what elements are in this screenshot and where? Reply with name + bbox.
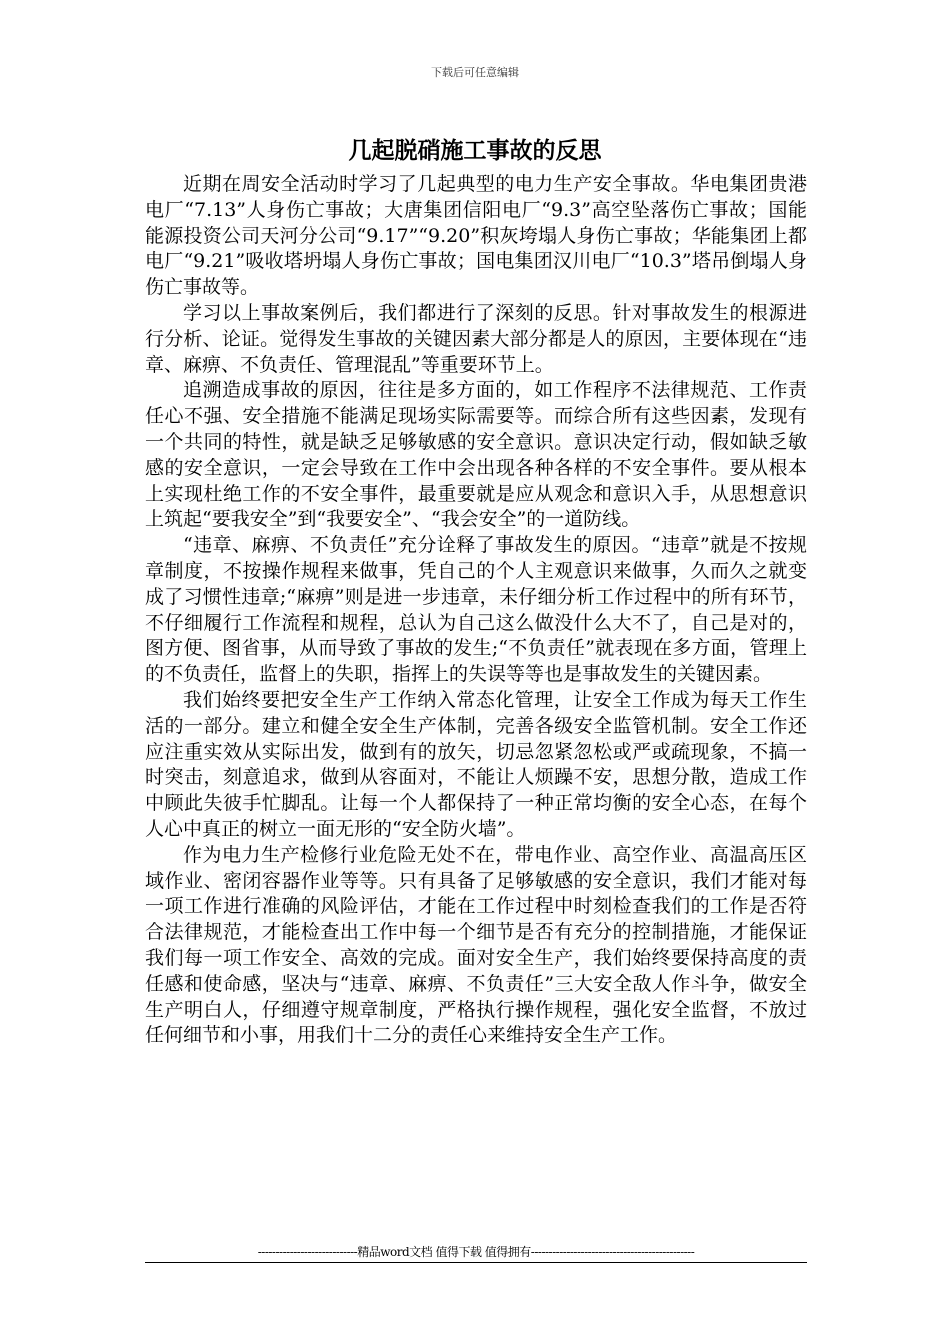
paragraph-2: 学习以上事故案例后，我们都进行了深刻的反思。针对事故发生的根源进行分析、论证。觉得发生事故的关键因素大部分都是人的原因，主要体现在“违章、麻痹、不负责任、管理混乱”等重要环节上。 [145,301,807,376]
paragraph-5: 我们始终要把安全生产工作纳入常态化管理，让安全工作成为每天工作生活的一部分。建立和健全安全生产体制，完善各级安全监管机制。安全工作还应注重实效从实际出发，做到有的放矢，切忌忽紧忽松或严或疏现象，不搞一时突击，刻意追求，做到从容面对，不能让人烦躁不安，思想分散，造成工作中顾此失彼手忙脚乱。让每一个人都保持了一种正常均衡的安全心态，在每个人心中真正的树立一面无形的“安全防火墙”。 [145,688,807,840]
footer-note: ----------------------------精品word文档 值得下载 值得拥有---------------------------------------------- [257,1245,695,1259]
paragraph-3: 追溯造成事故的原因，往往是多方面的，如工作程序不法律规范、工作责任心不强、安全措施不能满足现场实际需要等。而综合所有这些因素，发现有一个共同的特性，就是缺乏足够敏感的安全意识。意识决定行动，假如缺乏敏感的安全意识，一定会导致在工作中会出现各种各样的不安全事件。要从根本上实现杜绝工作的不安全事件，最重要就是应从观念和意识入手，从思想意识上筑起“要我安全”到“我要安全”、“我会安全”的一道防线。 [145,379,807,531]
paragraph-1: 近期在周安全活动时学习了几起典型的电力生产安全事故。华电集团贵港电厂“7.13”人身伤亡事故；大唐集团信阳电厂“9.3”高空坠落伤亡事故；国能能源投资公司天河分公司“9.17”“9.20”积灰垮塌人身伤亡事故；华能集团上都电厂“9.21”吸收塔坍塌人身伤亡事故；国电集团汉川电厂“10.3”塔吊倒塌人身伤亡事故等。 [145,173,807,299]
paragraph-4: “违章、麻痹、不负责任”充分诠释了事故发生的原因。“违章”就是不按规章制度，不按操作规程来做事，凭自己的个人主观意识来做事，久而久之就变成了习惯性违章;“麻痹”则是进一步违章，未仔细分析工作过程中的所有环节，不仔细履行工作流程和规程，总认为自己这么做没什么大不了，自己是对的，图方便、图省事，从而导致了事故的发生;“不负责任”就表现在多方面，管理上的不负责任，监督上的失职，指挥上的失误等等也是事故发生的关键因素。 [145,534,807,686]
paragraph-6: 作为电力生产检修行业危险无处不在，带电作业、高空作业、高温高压区域作业、密闭容器作业等等。只有具备了足够敏感的安全意识，我们才能对每一项工作进行准确的风险评估，才能在工作过程中时刻检查我们的工作是否符合法律规范，才能检查出工作中每一个细节是否有充分的控制措施，才能保证我们每一项工作安全、高效的完成。面对安全生产，我们始终要保持高度的责任感和使命感，坚决与“违章、麻痹、不负责任”三大安全敌人作斗争，做安全生产明白人，仔细遵守规章制度，严格执行操作规程，强化安全监督，不放过任何细节和小事，用我们十二分的责任心来维持安全生产工作。 [145,843,807,1047]
document-title: 几起脱硝施工事故的反思 [348,137,602,164]
document-body [145,172,807,1049]
footer-divider [145,1262,807,1263]
header-note: 下载后可任意编辑 [431,66,519,79]
